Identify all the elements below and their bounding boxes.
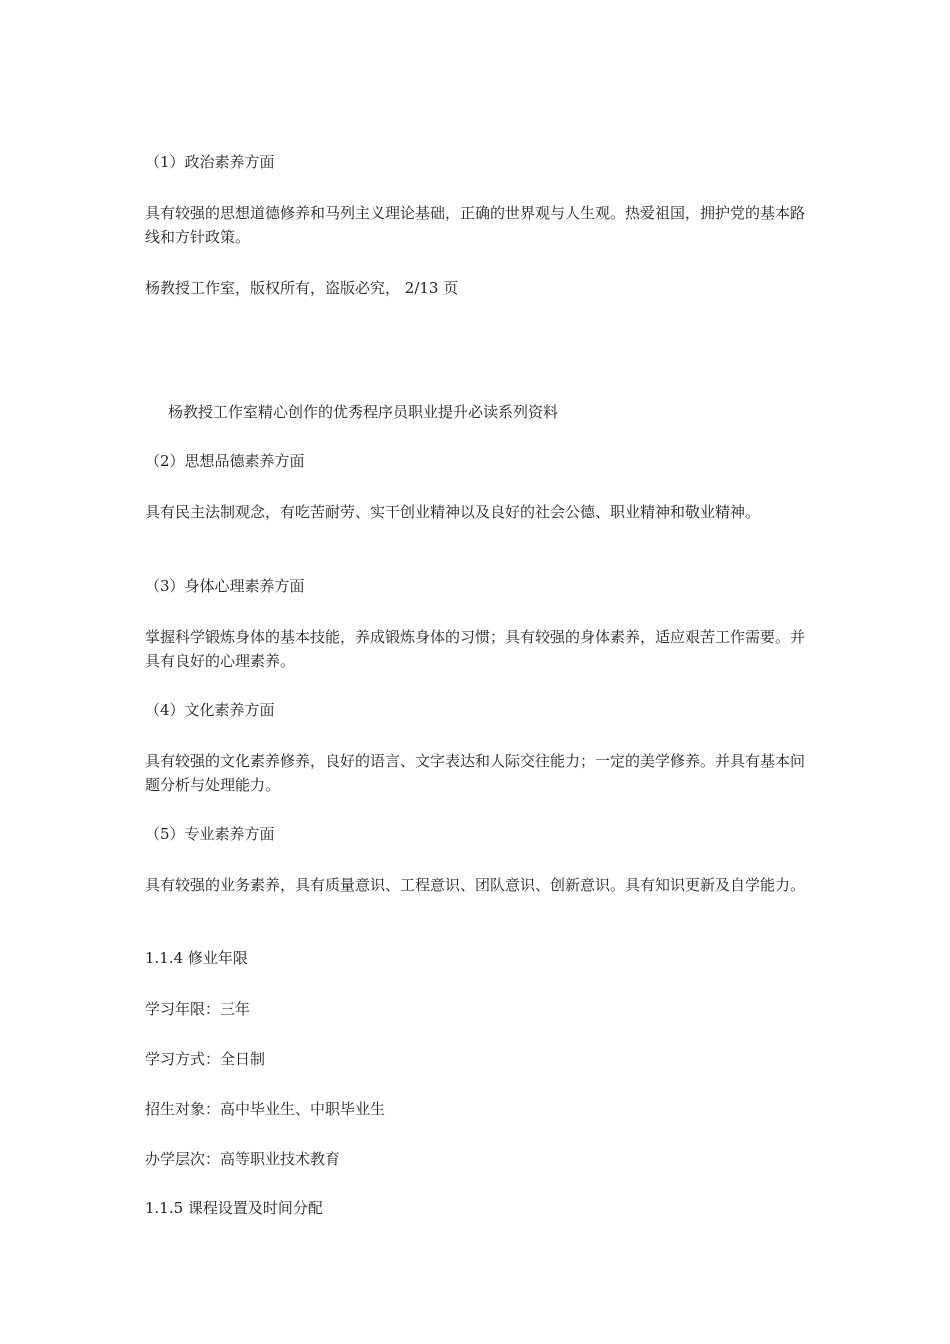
section-3-body: 掌握科学锻炼身体的基本技能，养成锻炼身体的习惯；具有较强的身体素养，适应艰苦工作需要。并具有良好的心理素养。 [145, 628, 806, 670]
edu-level: 办学层次：高等职业技术教育 [145, 1150, 341, 1168]
section-2-body: 具有民主法制观念，有吃苦耐劳、实干创业精神以及良好的社会公德、职业精神和敬业精神。 [145, 503, 761, 521]
section-3-heading: （3）身体心理素养方面 [145, 577, 305, 595]
study-mode: 学习方式：全日制 [145, 1050, 266, 1068]
section-1-heading: （1）政治素养方面 [145, 153, 275, 171]
section-1-body: 具有较强的思想道德修养和马列主义理论基础，正确的世界观与人生观。热爱祖国，拥护党的基本路线和方针政策。 [145, 204, 806, 246]
section-4-heading: （4）文化素养方面 [145, 701, 275, 719]
page-footer: 杨教授工作室，版权所有，盗版必究， 2/13 页 [145, 279, 459, 297]
study-years: 学习年限：三年 [145, 1000, 251, 1018]
page-header: 杨教授工作室精心创作的优秀程序员职业提升必读系列资料 [168, 403, 559, 421]
heading-1-1-5: 1.1.5 课程设置及时间分配 [145, 1199, 323, 1217]
enroll-target: 招生对象：高中毕业生、中职毕业生 [145, 1100, 386, 1118]
section-5-body: 具有较强的业务素养，具有质量意识、工程意识、团队意识、创新意识。具有知识更新及自学能力。 [145, 876, 806, 894]
section-2-heading: （2）思想品德素养方面 [145, 452, 305, 470]
section-4-body: 具有较强的文化素养修养，良好的语言、文字表达和人际交往能力；一定的美学修养。并具有基本问题分析与处理能力。 [145, 752, 806, 794]
section-5-heading: （5）专业素养方面 [145, 825, 275, 843]
heading-1-1-4: 1.1.4 修业年限 [145, 949, 248, 967]
